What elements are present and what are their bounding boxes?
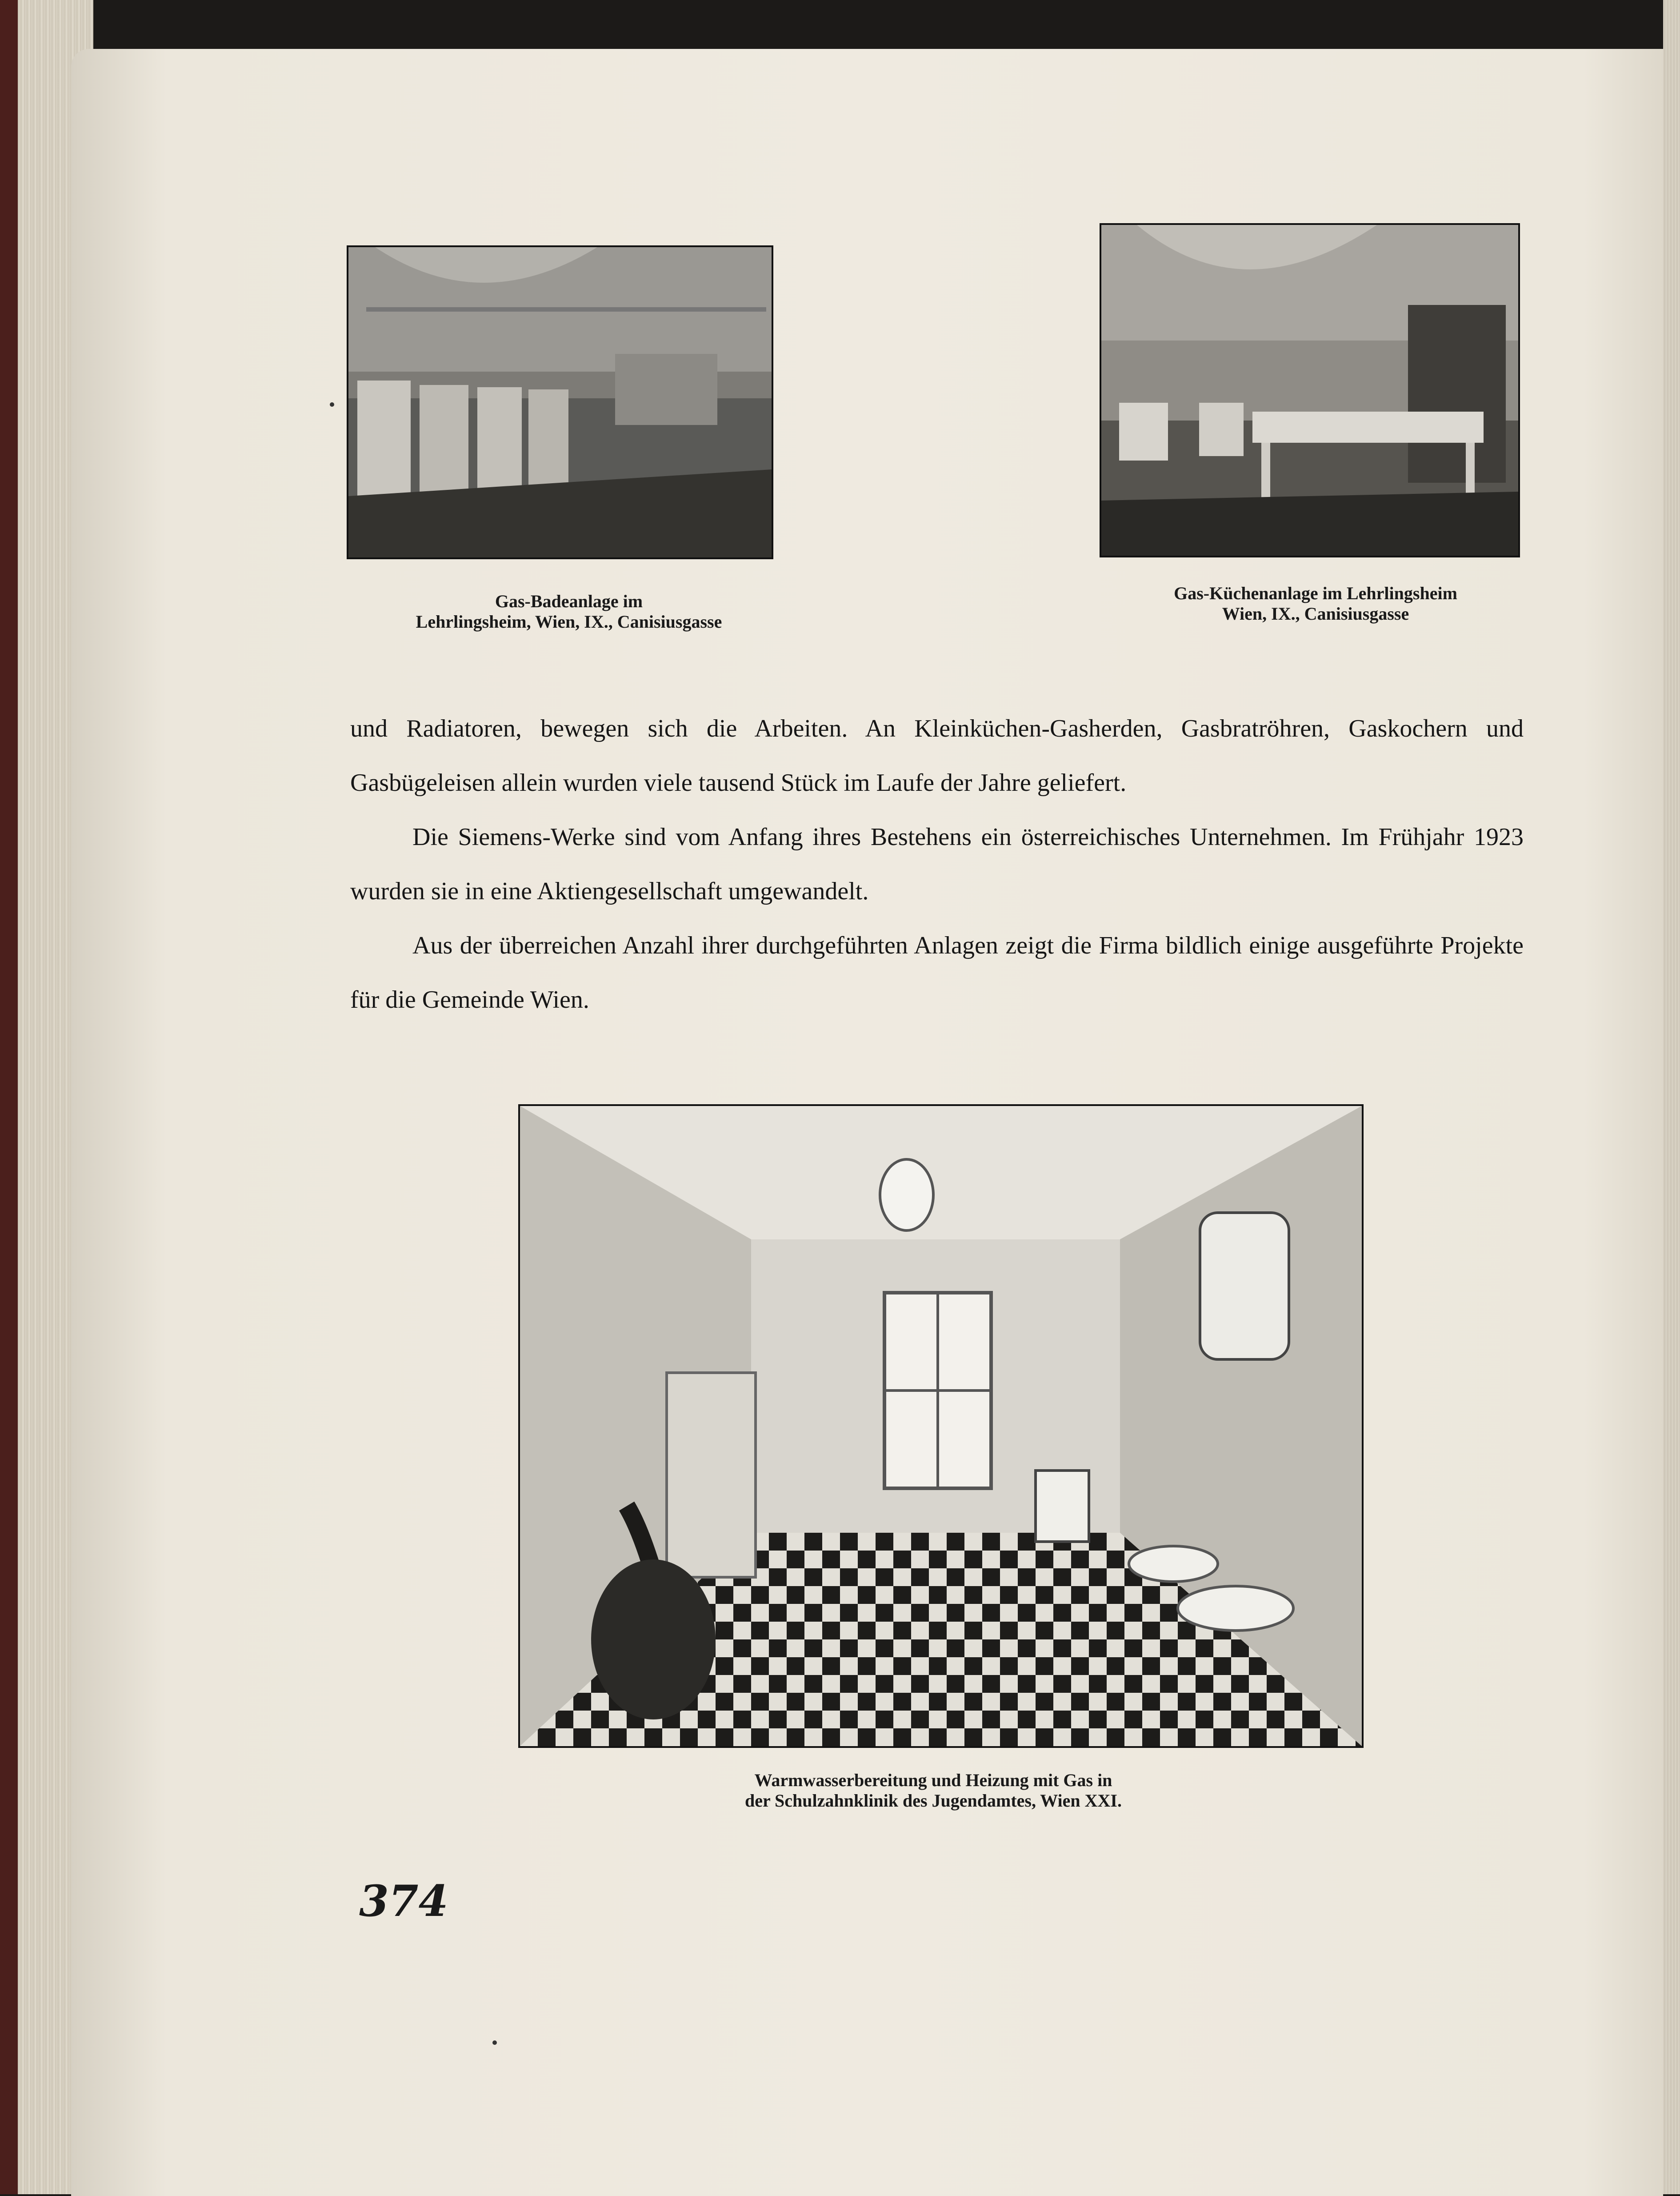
body-text (350, 701, 1524, 1027)
caption-line: Gas-Badeanlage im (495, 591, 643, 611)
book-edge-right (1663, 0, 1680, 2194)
paragraph-1: und Radiatoren, bewegen sich die Arbeiten. An Kleinküchen-Gasherden, Gasbratröhren, Gaskochern und Gasbügeleisen allein wurden viele tausend Stück im Laufe der Jahre geliefert. (350, 715, 1524, 797)
caption-line: Gas-Küchenanlage im Lehrlingsheim (1174, 583, 1457, 603)
caption-line: Warmwasserbereitung und Heizung mit Gas in (754, 1770, 1112, 1790)
print-speck (330, 402, 334, 407)
dental-clinic-caption (622, 1770, 1244, 1811)
paragraph-2: Die Siemens-Werke sind vom Anfang ihres Bestehens ein österreichisches Unternehmen. Im Frühjahr 1923 wurden sie in eine Aktiengesellschaft umgewandelt. (350, 823, 1524, 905)
page-number: 374 (359, 1876, 448, 1926)
bath-installation-caption (347, 591, 791, 632)
kitchen-installation-caption (1107, 583, 1524, 624)
caption-line: Wien, IX., Canisiusgasse (1222, 604, 1409, 624)
caption-line: Lehrlingsheim, Wien, IX., Canisiusgasse (416, 612, 722, 632)
kitchen-installation-photo (1100, 223, 1520, 557)
dental-clinic-photo (518, 1104, 1364, 1748)
bath-installation-photo (347, 245, 773, 559)
caption-line: der Schulzahnklinik des Jugendamtes, Wien XXI. (745, 1791, 1122, 1811)
paragraph-3: Aus der überreichen Anzahl ihrer durchgeführten Anlagen zeigt die Firma bildlich einige ausgeführte Projekte für die Gemeinde Wien. (350, 932, 1524, 1014)
print-speck (492, 2040, 497, 2045)
book-cover-edge (0, 0, 18, 2194)
